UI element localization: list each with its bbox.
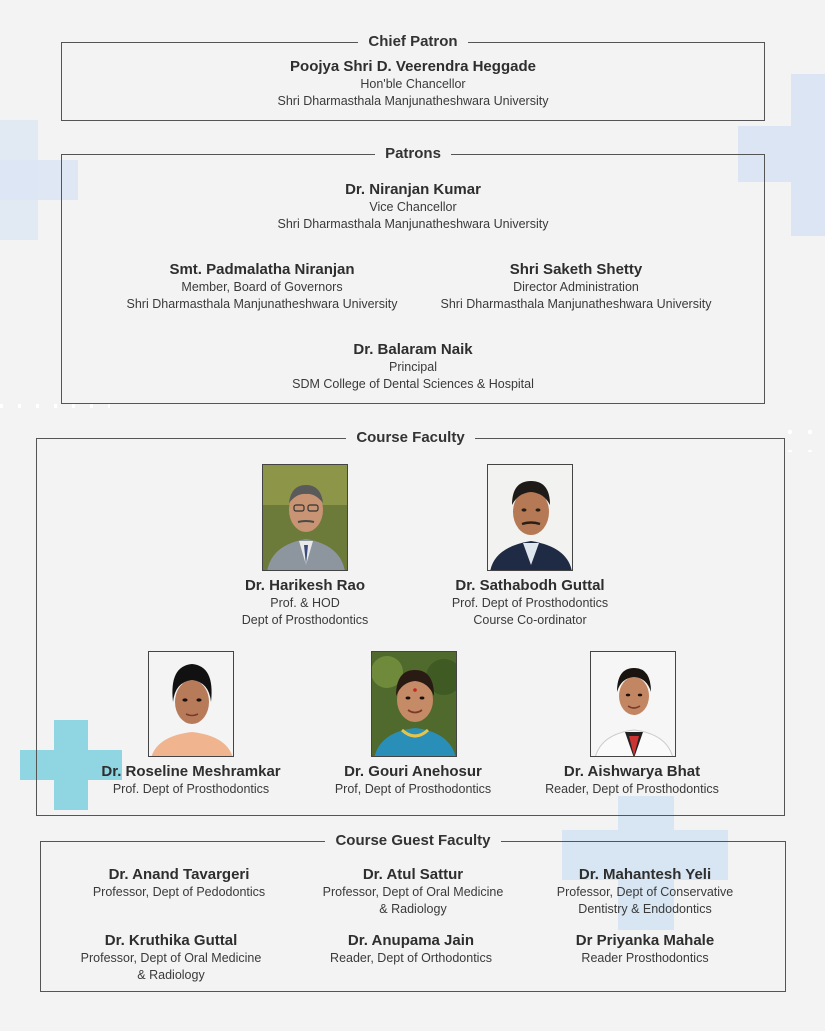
person-name: Dr. Sathabodh Guttal <box>455 577 605 594</box>
person-department: Dept of Prosthodontics <box>241 613 369 627</box>
guest-faculty-section <box>40 832 786 992</box>
patron-card <box>62 181 764 233</box>
decorative-dots-right <box>780 422 820 452</box>
person-name: Poojya Shri D. Veerendra Heggade <box>290 58 536 75</box>
person-name: Dr. Anupama Jain <box>347 932 475 949</box>
person-name: Dr. Aishwarya Bhat <box>563 763 701 780</box>
person-affiliation: Shri Dharmasthala Manjunatheshwara University <box>277 94 549 108</box>
person-title: Reader, Dept of Orthodontics <box>330 951 492 965</box>
person-title: Principal <box>389 360 437 374</box>
person-affiliation: Shri Dharmasthala Manjunatheshwara University <box>126 297 398 311</box>
patrons-section <box>61 145 765 404</box>
guest-card <box>525 932 765 967</box>
patron-card <box>92 261 432 313</box>
person-name: Dr. Niranjan Kumar <box>345 181 481 198</box>
person-name: Dr. Kruthika Guttal <box>104 932 238 949</box>
person-title: Vice Chancellor <box>369 200 457 214</box>
guest-card <box>293 866 533 918</box>
guest-card <box>291 932 531 967</box>
faculty-photo <box>148 651 234 757</box>
person-title: Professor, Dept of Pedodontics <box>92 885 266 899</box>
person-title: Prof. Dept of Prosthodontics <box>112 782 270 796</box>
patron-card <box>62 341 764 393</box>
person-affiliation: Shri Dharmasthala Manjunatheshwara University <box>277 217 549 231</box>
person-title: Director Administration <box>513 280 639 294</box>
person-name: Dr. Balaram Naik <box>353 341 473 358</box>
person-name: Dr. Harikesh Rao <box>244 577 366 594</box>
person-title: Prof, Dept of Prosthodontics <box>334 782 492 796</box>
faculty-photo <box>487 464 573 571</box>
person-title: Member, Board of Governors <box>181 280 343 294</box>
patrons-heading: Patrons <box>375 145 451 162</box>
person-name: Dr. Roseline Meshramkar <box>101 763 281 780</box>
faculty-card <box>410 577 650 629</box>
person-name: Dr. Atul Sattur <box>362 866 464 883</box>
person-title: Prof. & HOD <box>270 596 340 610</box>
person-title-cont: Dentistry & Endodontics <box>578 902 712 916</box>
course-faculty-section <box>36 429 785 816</box>
patron-card <box>420 261 732 313</box>
guest-card <box>51 932 291 984</box>
faculty-card <box>71 763 311 798</box>
faculty-photo <box>590 651 676 757</box>
chief-patron-section <box>61 33 765 121</box>
person-affiliation: SDM College of Dental Sciences & Hospital <box>292 377 534 391</box>
person-name: Dr. Mahantesh Yeli <box>578 866 712 883</box>
guest-card <box>59 866 299 901</box>
person-title: Professor, Dept of Oral Medicine <box>80 951 262 965</box>
faculty-photo <box>371 651 457 757</box>
chief-patron-card <box>62 58 764 110</box>
course-faculty-heading: Course Faculty <box>346 429 474 446</box>
person-title: Professor, Dept of Conservative <box>556 885 734 899</box>
person-name: Shri Saketh Shetty <box>509 261 643 278</box>
person-name: Dr. Gouri Anehosur <box>344 763 482 780</box>
guest-faculty-heading: Course Guest Faculty <box>325 832 500 849</box>
faculty-card <box>512 763 752 798</box>
person-title: Hon'ble Chancellor <box>360 77 466 91</box>
chief-patron-heading: Chief Patron <box>358 33 467 50</box>
person-name: Dr Priyanka Mahale <box>575 932 715 949</box>
person-title: Prof. Dept of Prosthodontics <box>451 596 609 610</box>
decorative-dots <box>0 404 110 408</box>
person-name: Dr. Anand Tavargeri <box>108 866 250 883</box>
person-name: Smt. Padmalatha Niranjan <box>169 261 355 278</box>
faculty-card <box>185 577 425 629</box>
person-title-cont: & Radiology <box>137 968 205 982</box>
person-affiliation: Shri Dharmasthala Manjunatheshwara University <box>440 297 712 311</box>
person-title: Reader Prosthodontics <box>581 951 709 965</box>
person-title: Reader, Dept of Prosthodontics <box>545 782 719 796</box>
person-title: Professor, Dept of Oral Medicine <box>322 885 504 899</box>
person-title-cont: & Radiology <box>379 902 447 916</box>
faculty-photo <box>262 464 348 571</box>
faculty-card <box>293 763 533 798</box>
guest-card <box>525 866 765 918</box>
person-role: Course Co-ordinator <box>473 613 587 627</box>
